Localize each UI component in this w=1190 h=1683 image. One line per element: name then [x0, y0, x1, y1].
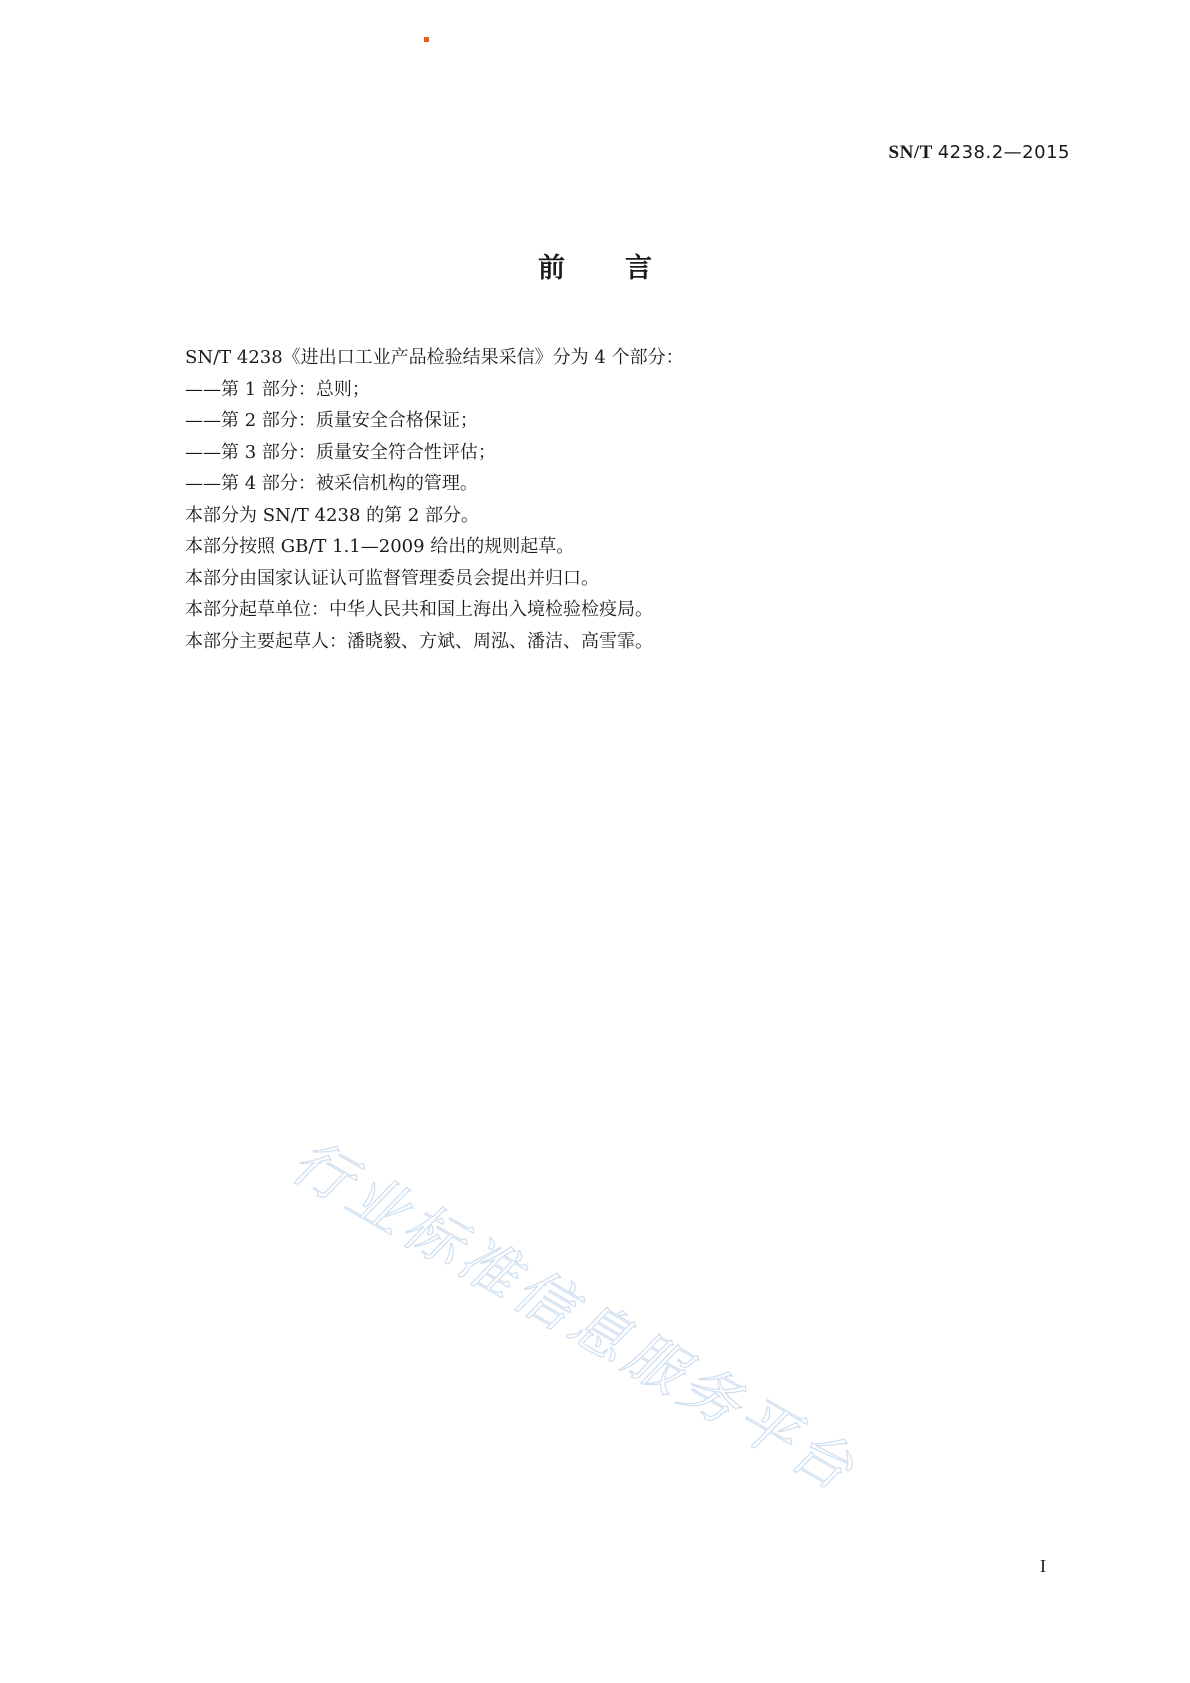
foreword-line: 本部分为 SN/T 4238 的第 2 部分。 — [185, 504, 480, 526]
document-prefix: SN/T — [888, 142, 933, 163]
orange-marker — [424, 37, 429, 42]
foreword-line: 本部分由国家认证认可监督管理委员会提出并归口。 — [185, 567, 599, 589]
document-code: 4238.2—2015 — [937, 142, 1070, 163]
foreword-body — [185, 342, 1045, 657]
watermark: 行业标准信息服务平台 — [280, 1126, 869, 1506]
part-list-item: ——第 4 部分：被采信机构的管理。 — [185, 473, 478, 494]
part-list-item: ——第 1 部分：总则； — [185, 378, 370, 400]
foreword-line: 本部分按照 GB/T 1.1—2009 给出的规则起草。 — [185, 536, 575, 557]
foreword-line: 本部分起草单位：中华人民共和国上海出入境检验检疫局。 — [185, 599, 653, 620]
document-number — [889, 142, 1070, 164]
part-list-item: ——第 3 部分：质量安全符合性评估； — [185, 441, 496, 463]
page-number: I — [1040, 1556, 1046, 1576]
part-list-item: ——第 2 部分：质量安全合格保证； — [185, 410, 478, 431]
foreword-line: SN/T 4238《进出口工业产品检验结果采信》分为 4 个部分： — [185, 347, 684, 368]
page-title: 前言 — [538, 253, 712, 284]
foreword-line: 本部分主要起草人：潘晓毅、方斌、周泓、潘洁、高雪霏。 — [185, 630, 653, 652]
